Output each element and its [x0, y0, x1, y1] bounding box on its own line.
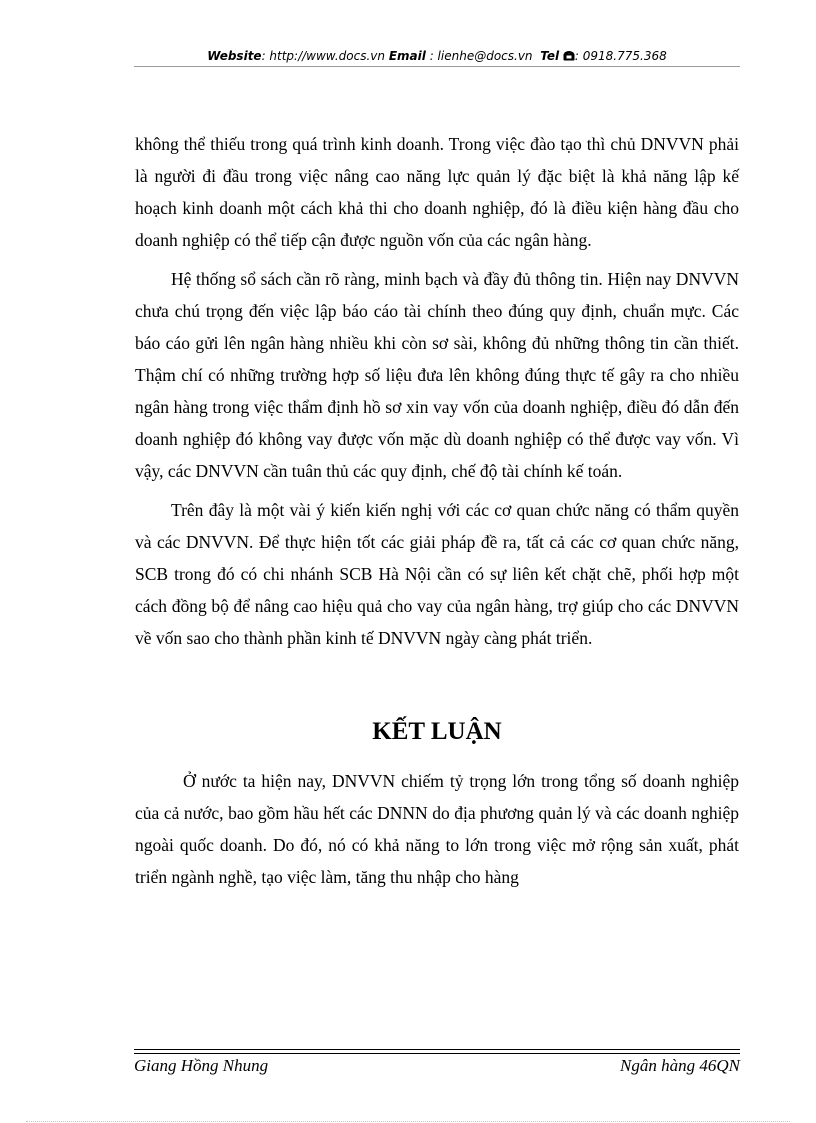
paragraph-3: Trên đây là một vài ý kiến kiến nghị với các cơ quan chức năng có thẩm quyền và các DNVVN. Để thực hiện tốt các giải pháp đề ra, tất cả các cơ quan chức năng, SCB trong đó có chi nhánh SCB Hà Nội cần có sự liên kết chặt chẽ, phối hợp một cách đồng bộ để nâng cao hiệu quả cho vay của ngân hàng, trợ giúp cho các DNVVN về vốn sao cho thành phần kinh tế DNVVN ngày càng phát triển.: [135, 500, 739, 648]
tel-label: Tel: [540, 49, 560, 63]
website-label: Website: [207, 49, 262, 63]
page-edge: [26, 1121, 790, 1122]
phone-icon: [563, 47, 575, 67]
tel-value: : 0918.775.368: [574, 49, 667, 63]
page-header: [134, 46, 740, 68]
footer-author: Giang Hồng Nhung: [134, 1056, 269, 1075]
page-footer: [134, 1054, 740, 1078]
email-value[interactable]: : lienhe@docs.vn: [429, 49, 533, 63]
document-body: [135, 128, 739, 900]
website-value[interactable]: : http://www.docs.vn: [261, 49, 386, 63]
paragraph-4: Ở nước ta hiện nay, DNVVN chiếm tỷ trọng lớn trong tổng số doanh nghiệp của cả nước, bao gồm hầu hết các DNNN do địa phương quản lý và các doanh nghiệp ngoài quốc doanh. Do đó, nó có khả năng to lớn trong việc mở rộng sản xuất, phát triển ngành nghề, tạo việc làm, tăng thu nhập cho hàng: [135, 771, 739, 887]
footer-class: Ngân hàng 46QN: [620, 1056, 740, 1075]
section-heading: KẾT LUẬN: [372, 718, 502, 745]
paragraph-1: không thể thiếu trong quá trình kinh doanh. Trong việc đào tạo thì chủ DNVVN phải là người đi đầu trong việc nâng cao năng lực quản lý đặc biệt là khả năng lập kế hoạch kinh doanh một cách khả thi cho doanh nghiệp, đó là điều kiện hàng đầu cho doanh nghiệp có thể tiếp cận được nguồn vốn của các ngân hàng.: [135, 134, 739, 250]
email-label: Email: [388, 49, 426, 63]
header-divider: [134, 66, 740, 67]
paragraph-2: Hệ thống sổ sách cần rõ ràng, minh bạch và đầy đủ thông tin. Hiện nay DNVVN chưa chú trọng đến việc lập báo cáo tài chính theo đúng quy định, chuẩn mực. Các báo cáo gửi lên ngân hàng nhiều khi còn sơ sài, không đủ những thông tin cần thiết. Thậm chí có những trường hợp số liệu đưa lên không đúng thực tế gây ra cho nhiều ngân hàng trong việc thẩm định hồ sơ xin vay vốn của doanh nghiệp, điều đó dẫn đến doanh nghiệp đó không vay được vốn mặc dù doanh nghiệp có thể được vay vốn. Vì vậy, các DNVVN cần tuân thủ các quy định, chế độ tài chính kế toán.: [135, 269, 739, 481]
